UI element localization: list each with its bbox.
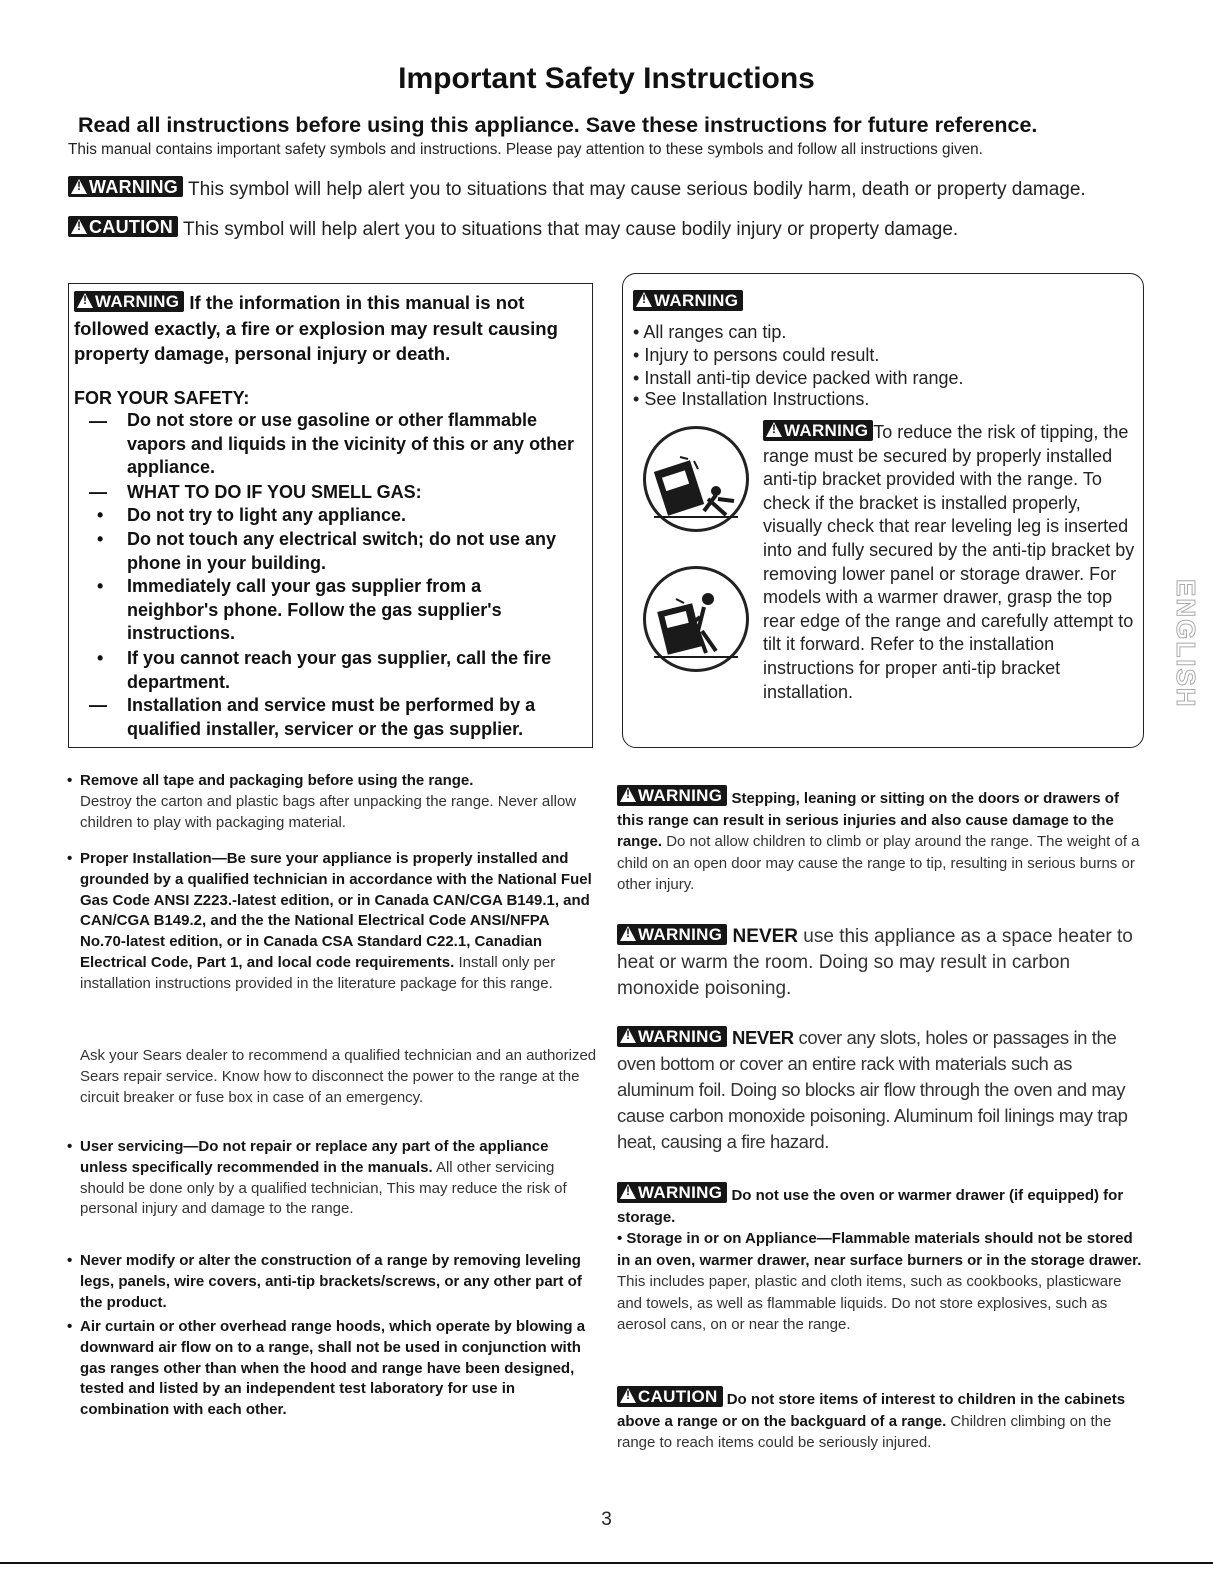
caution-badge: !CAUTION xyxy=(617,1386,723,1407)
alert-triangle-icon xyxy=(620,787,636,802)
left-para-user-servicing: • User servicing—Do not repair or replace any part of the appliance unless specifically recommended in the manuals. All other servicing should be done only by a qualified technician, This may reduce the risk of personal injury and damage to the range. xyxy=(67,1138,567,1218)
gas-item-7: Installation and service must be performed by a qualified installer, servicer or the gas supplier. xyxy=(127,695,536,739)
alert-triangle-icon xyxy=(620,926,636,941)
warning-badge: !WARNING xyxy=(763,420,873,441)
bullet-mark: • xyxy=(97,648,104,668)
gas-item-5: Immediately call your gas supplier from a neighbor's phone. Follow the gas supplier's instructions. xyxy=(127,576,502,643)
warning-badge: !WARNING xyxy=(617,1182,727,1203)
left-para-installation: • Proper Installation—Be sure your appliance is properly installed and grounded by a qualified technician in accordance with the National Fuel Gas Code ANSI Z223.-latest edition, or in Canada CAN/CGA B149.1, and CAN/CGA B149.2, and the the National Electrical Code ANSI/NFPA No.70-latest edition, or in Canada CSA Standard C22.1, Canadian Electrical Code, Part 1, and local code requirements. Install only per installation instructions provided in the literature package for this range. xyxy=(67,850,592,992)
warning-space-heater: !WARNING NEVER use this appliance as a space heater to heat or warm the room. Doing so may result in carbon monoxide poisoning. xyxy=(617,924,1142,1002)
alert-triangle-icon xyxy=(77,293,93,308)
dash-mark: — xyxy=(89,411,107,431)
tip-over-warning-box xyxy=(622,273,1144,748)
alert-triangle-icon xyxy=(71,179,87,194)
for-your-safety-heading: FOR YOUR SAFETY: xyxy=(74,388,250,408)
warning-symbol-text: This symbol will help alert you to situations that may cause serious bodily harm, death or property damage. xyxy=(188,179,1086,200)
tip-bullet-2: • Injury to persons could result. xyxy=(633,345,880,365)
page-number: 3 xyxy=(601,1509,612,1530)
caution-badge: !CAUTION xyxy=(68,216,178,237)
tip-bullet-3: • Install anti-tip device packed with range. xyxy=(633,368,964,388)
gas-item-1: Do not store or use gasoline or other flammable vapors and liquids in the vicinity of this or any other appliance. xyxy=(127,410,575,477)
warning-badge: !WARNING xyxy=(74,291,184,312)
gas-item-6: If you cannot reach your gas supplier, call the fire department. xyxy=(127,648,552,692)
alert-triangle-icon xyxy=(620,1388,636,1403)
bullet-mark: • xyxy=(97,576,104,596)
left-para-sears-dealer: Ask your Sears dealer to recommend a qualified technician and an authorized Sears repair service. Know how to disconnect the power to the range at the circuit breaker or fuse box in case of an emergency. xyxy=(80,1047,597,1106)
gas-warning-box xyxy=(68,283,593,748)
alert-triangle-icon xyxy=(636,292,652,307)
gas-item-4: Do not touch any electrical switch; do not use any phone in your building. xyxy=(127,529,557,573)
caution-symbol-line xyxy=(68,216,958,241)
tip-over-door-icon xyxy=(643,566,749,672)
left-para-never-modify: • Never modify or alter the construction of a range by removing leveling legs, panels, wire covers, anti-tip brackets/screws, or any other part of the product. xyxy=(67,1252,582,1311)
gas-item-3: Do not try to light any appliance. xyxy=(127,505,407,525)
language-tab xyxy=(1150,575,1201,710)
warning-cover-slots: !WARNING NEVER cover any slots, holes or passages in the oven bottom or cover an entire rack with materials such as aluminum foil. Doing so blocks air flow through the oven and may cause carbon monoxide poisoning. Aluminum foil linings may trap heat, causing a fire hazard. xyxy=(617,1025,1142,1155)
left-para-packaging: • Remove all tape and packaging before using the range. Destroy the carton and plastic bags after unpacking the range. Never allow children to play with packaging material. xyxy=(67,772,577,831)
gas-warning-headline xyxy=(74,290,584,367)
bullet-mark: • xyxy=(97,505,104,525)
caution-symbol-text: This symbol will help alert you to situations that may cause bodily injury or property damage. xyxy=(183,219,959,240)
dash-mark: — xyxy=(89,695,107,715)
alert-triangle-icon xyxy=(71,219,87,234)
alert-triangle-icon xyxy=(766,422,782,437)
warning-storage: !WARNING Do not use the oven or warmer drawer (if equipped) for storage. • Storage in or on Appliance—Flammable materials should not be stored in an oven, warmer drawer, near surface burners or in the storage drawer. This includes paper, plastic and cloth items, such as cookbooks, plasticware and towels, as well as flammable liquids. Do not store explosives, such as aerosol cans, on or near the range. xyxy=(617,1182,1142,1336)
page-subtitle: Read all instructions before using this appliance. Save these instructions for future reference. xyxy=(78,113,1038,137)
language-tab-label: ENGLISH xyxy=(1171,579,1201,709)
gas-warning-headline-text: If the information in this manual is not followed exactly, a fire or explosion may result causing property damage, personal injury or death. xyxy=(74,292,558,364)
dash-mark: — xyxy=(89,482,107,502)
warning-badge: !WARNING xyxy=(633,290,743,311)
warning-stepping: !WARNING Stepping, leaning or sitting on the doors or drawers of this range can result in serious injuries and also cause damage to the range. Do not allow children to climb or play around the range. The weight of a child on an open door may cause the range to tip, resulting in serious burns or other injury. xyxy=(617,785,1142,896)
warning-badge: !WARNING xyxy=(617,785,727,806)
alert-triangle-icon xyxy=(620,1028,636,1043)
tip-bullet-4: • See Installation Instructions. xyxy=(633,389,870,409)
tip-bullet-1: • All ranges can tip. xyxy=(633,322,787,342)
bullet-mark: • xyxy=(97,529,104,549)
alert-triangle-icon xyxy=(620,1184,636,1199)
warning-symbol-line xyxy=(68,176,1086,201)
tip-over-child-icon xyxy=(643,426,749,532)
warning-badge: !WARNING xyxy=(617,924,727,945)
warning-badge: !WARNING xyxy=(617,1026,727,1047)
footer-rule xyxy=(0,1562,1213,1564)
tip-over-text: !WARNING To reduce the risk of tipping, the range must be secured by properly installed anti-tip bracket provided with the range. To check if the bracket is installed properly, visually check that rear leveling leg is inserted into and fully secured by the anti-tip bracket by removing lower panel or storage drawer. For models with a warmer drawer, grasp the top rear edge of the range and carefully attempt to tilt it forward. Refer to the installation instructions for proper anti-tip bracket installation. xyxy=(763,420,1138,704)
gas-item-2: WHAT TO DO IF YOU SMELL GAS: xyxy=(127,482,422,502)
left-para-air-curtain: • Air curtain or other overhead range hoods, which operate by blowing a downward air flow on to a range, shall not be used in conjunction with gas ranges other than when the hood and range have been designed, tested and listed by an independent test laboratory for use in combination with each other. xyxy=(67,1318,586,1419)
page-title: Important Safety Instructions xyxy=(398,62,815,95)
intro-text: This manual contains important safety symbols and instructions. Please pay attention to these symbols and follow all instructions given. xyxy=(68,141,983,158)
warning-badge: !WARNING xyxy=(68,176,183,197)
caution-children-items: !CAUTION Do not store items of interest to children in the cabinets above a range or on the backguard of a range. Children climbing on the range to reach items could be seriously injured. xyxy=(617,1386,1142,1454)
